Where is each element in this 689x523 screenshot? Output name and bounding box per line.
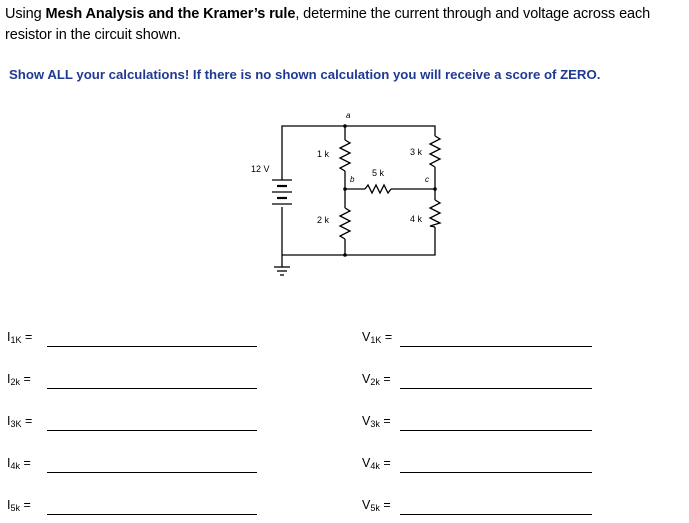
battery-icon	[272, 180, 292, 204]
answer-label: $I_{5k}$ =	[7, 498, 31, 513]
resistor-4k	[430, 200, 440, 227]
answer-row-v2k	[362, 371, 594, 389]
answer-row-i1k	[7, 329, 257, 347]
answer-row-i3k	[7, 413, 257, 431]
answer-row-v4k	[362, 455, 594, 473]
answer-blank[interactable]	[400, 430, 592, 431]
answer-row-v1k	[362, 329, 594, 347]
answer-label: $I_{4k}$ =	[7, 456, 31, 471]
answer-row-i2k	[7, 371, 257, 389]
answer-blank[interactable]	[400, 514, 592, 515]
r5-label: 5 k	[372, 168, 385, 178]
answer-blank[interactable]	[47, 388, 257, 389]
resistor-3k	[430, 136, 440, 167]
node-b-label: b	[350, 175, 355, 184]
bottom-wire	[282, 227, 435, 255]
junction-bottom-dot	[343, 253, 347, 257]
answer-row-v3k	[362, 413, 594, 431]
junction-a-dot	[343, 124, 347, 128]
warning-text: Show ALL your calculations! If there is no shown calculation you will receive a score of ZERO.	[9, 67, 601, 82]
answer-blank[interactable]	[400, 472, 592, 473]
answer-blank[interactable]	[400, 346, 592, 347]
answer-label: $I_{2k}$ =	[7, 372, 31, 387]
r4-label: 4 k	[410, 214, 423, 224]
answer-label: $V_{5k}$ =	[362, 498, 391, 513]
junction-b-dot	[343, 187, 347, 191]
answer-blank[interactable]	[400, 388, 592, 389]
top-wire	[282, 126, 435, 163]
answer-row-i4k	[7, 455, 257, 473]
source-label: 12 V	[251, 164, 270, 174]
answer-label: $V_{3k}$ =	[362, 414, 391, 429]
instructions-part1: Using	[5, 6, 46, 22]
answer-row-v5k	[362, 497, 594, 515]
r2-label: 2 k	[317, 215, 330, 225]
instructions-bold: Mesh Analysis and the Kramer’s rule	[45, 6, 296, 22]
junction-c-dot	[433, 187, 437, 191]
answer-blank[interactable]	[47, 472, 257, 473]
node-a-label: a	[346, 111, 351, 120]
answer-row-i5k	[7, 497, 257, 515]
answer-blank[interactable]	[47, 346, 257, 347]
answer-label: $I_{3K}$ =	[7, 414, 33, 429]
r3-label: 3 k	[410, 147, 423, 157]
node-c-label: c	[425, 175, 429, 184]
answer-label: $V_{2k}$ =	[362, 372, 391, 387]
answer-blank[interactable]	[47, 430, 257, 431]
resistor-2k	[340, 208, 350, 239]
instructions-part2: , determine the current through and voltage across each resistor in the circuit shown.	[5, 6, 651, 43]
answer-label: $I_{1K}$ =	[7, 330, 33, 345]
resistor-1k	[340, 140, 350, 171]
answer-label: $V_{4k}$ =	[362, 456, 391, 471]
answer-label: $V_{1K}$ =	[362, 330, 393, 345]
ground-icon	[274, 267, 290, 275]
resistor-5k	[365, 185, 391, 193]
answer-blank[interactable]	[47, 514, 257, 515]
r1-label: 1 k	[317, 149, 330, 159]
